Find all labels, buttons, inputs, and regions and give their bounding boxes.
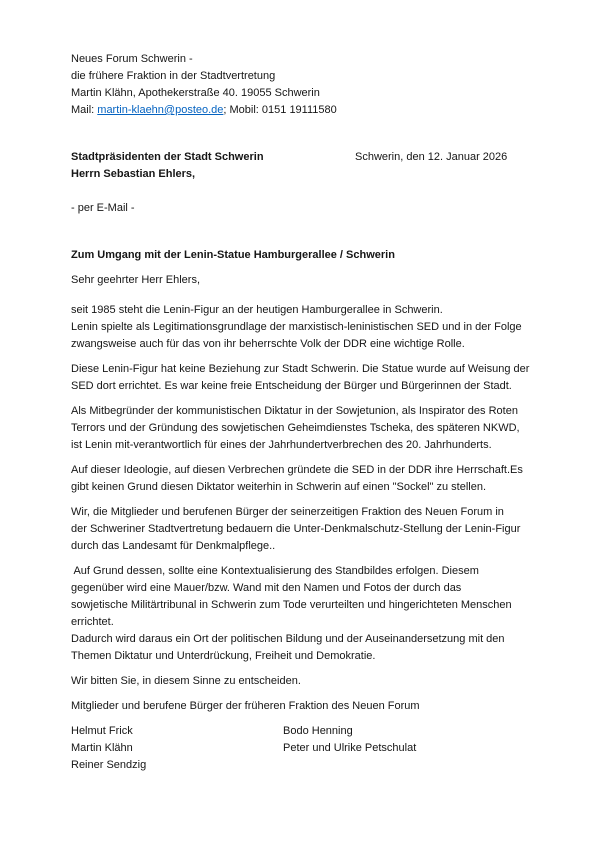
paragraph-line: Terrors und der Gründung des sowjetischen Geheimdienstes Tscheka, des späteren NKWD, <box>71 422 520 434</box>
recipient-person: Herrn Sebastian Ehlers, <box>71 168 196 180</box>
body-paragraph <box>71 361 560 395</box>
sender-subtitle: die frühere Fraktion in der Stadtvertretung <box>71 70 276 82</box>
sender-contact-line <box>71 102 560 119</box>
signature-name: Helmut Frick <box>71 725 133 737</box>
sender-name: Neues Forum Schwerin - <box>71 53 193 65</box>
closing-request: Wir bitten Sie, in diesem Sinne zu entscheiden. <box>71 675 301 687</box>
signature-column-right <box>283 723 560 774</box>
body-paragraph <box>71 504 560 555</box>
subject-line: Zum Umgang mit der Lenin-Statue Hamburgerallee / Schwerin <box>71 249 395 261</box>
mobile-label: ; Mobil: 0151 19111580 <box>223 104 337 116</box>
recipient-block <box>71 149 560 183</box>
mail-label: Mail: <box>71 104 98 116</box>
email-link[interactable]: martin-klaehn@posteo.de <box>97 104 224 116</box>
signature-name: Reiner Sendzig <box>71 759 147 771</box>
paragraph-line: ist Lenin mit-verantwortlich für eines der Jahrhundertverbrechen des 20. Jahrhunderts. <box>71 439 492 451</box>
paragraph-line: Lenin spielte als Legitimationsgrundlage der marxistisch-leninistischen SED und in der Folge <box>71 321 522 333</box>
signature-name: Martin Klähn <box>71 742 133 754</box>
body-paragraph <box>71 302 560 353</box>
body-paragraph <box>71 462 560 496</box>
closing-signoff: Mitglieder und berufene Bürger der früheren Fraktion des Neuen Forum <box>71 700 420 712</box>
signature-name: Bodo Henning <box>283 725 353 737</box>
paragraph-line: SED dort errichtet. Es war keine freie Entscheidung der Bürger und Bürgerinnen der Stadt. <box>71 380 512 392</box>
sender-address: Martin Klähn, Apothekerstraße 40. 19055 Schwerin <box>71 87 320 99</box>
paragraph-line: der Schweriner Stadtvertretung bedauern die Unter-Denkmalschutz-Stellung der Lenin-Figur <box>71 523 521 535</box>
paragraph-line: Auf Grund dessen, sollte eine Kontextualisierung des Standbildes erfolgen. Diesem <box>71 565 479 577</box>
paragraph-line: Dadurch wird daraus ein Ort der politischen Bildung und der Auseinandersetzung mit den <box>71 633 505 645</box>
paragraph-line: Wir, die Mitglieder und berufenen Bürger der seinerzeitigen Fraktion des Neuen Forum in <box>71 506 504 518</box>
paragraph-line: Themen Diktatur und Unterdrückung, Freiheit und Demokratie. <box>71 650 376 662</box>
salutation: Sehr geehrter Herr Ehlers, <box>71 274 200 286</box>
letter-body <box>71 302 560 774</box>
paragraph-line: Als Mitbegründer der kommunistischen Diktatur in der Sowjetunion, als Inspirator des Roten <box>71 405 518 417</box>
body-paragraph <box>71 563 560 665</box>
paragraph-line: sowjetische Militärtribunal in Schwerin zum Tode verurteilten und hingerichteten Menschen <box>71 599 512 611</box>
paragraph-line: gegenüber wird eine Mauer/bzw. Wand mit den Namen und Fotos der durch das <box>71 582 462 594</box>
paragraph-line: errichtet. <box>71 616 114 628</box>
paragraph-line: zwangsweise auch für das von ihr beherrschte Volk der DDR eine wichtige Rolle. <box>71 338 465 350</box>
paragraph-line: gibt keinen Grund diesen Diktator weiterhin in Schwerin auf einen "Sockel" zu stellen. <box>71 481 487 493</box>
paragraph-line: Auf dieser Ideologie, auf diesen Verbrechen gründete die SED in der DDR ihre Herrschaft.Es <box>71 464 523 476</box>
body-paragraph <box>71 403 560 454</box>
paragraph-line: durch das Landesamt für Denkmalpflege.. <box>71 540 276 552</box>
signature-name: Peter und Ulrike Petschulat <box>283 742 417 754</box>
delivery-note: - per E-Mail - <box>71 202 135 214</box>
signature-column-left <box>71 723 283 774</box>
sender-block <box>71 51 560 119</box>
paragraph-line: Diese Lenin-Figur hat keine Beziehung zur Stadt Schwerin. Die Statue wurde auf Weisung der <box>71 363 530 375</box>
paragraph-line: seit 1985 steht die Lenin-Figur an der heutigen Hamburgerallee in Schwerin. <box>71 304 443 316</box>
signature-block <box>71 723 560 774</box>
date-line: Schwerin, den 12. Januar 2026 <box>355 151 508 163</box>
recipient-title: Stadtpräsidenten der Stadt Schwerin <box>71 151 264 163</box>
